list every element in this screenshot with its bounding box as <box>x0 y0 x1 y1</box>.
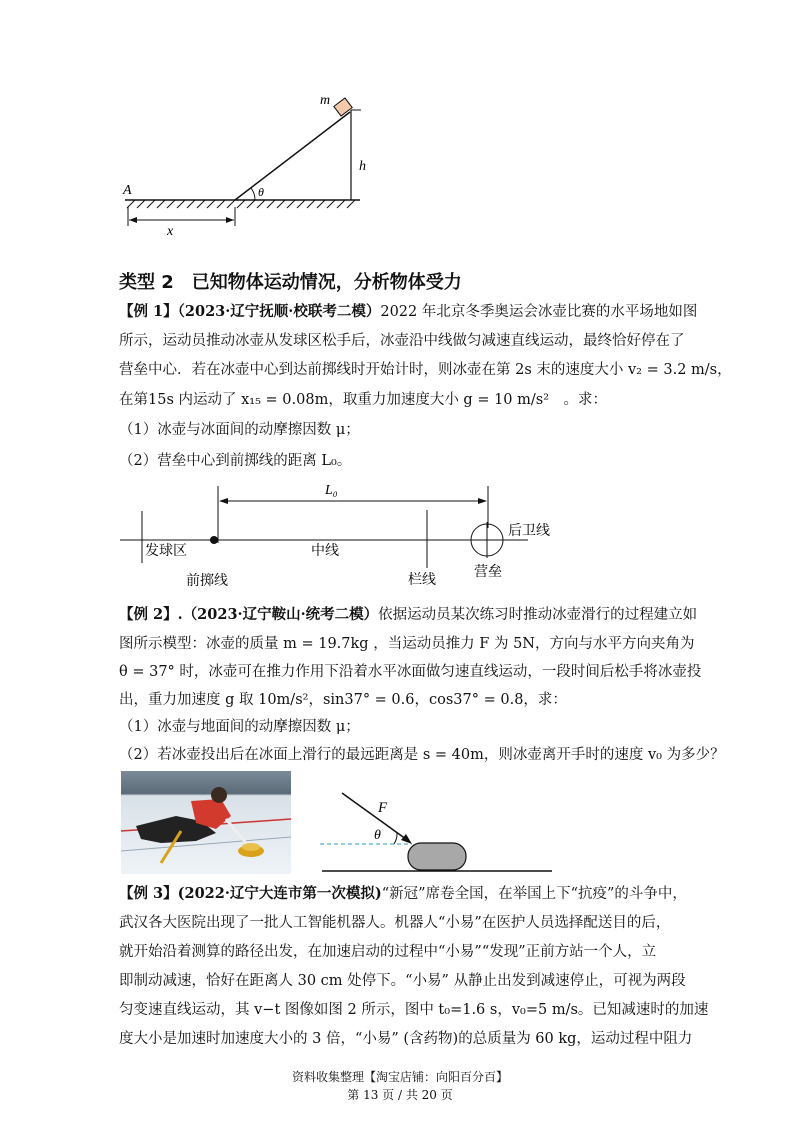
ex1-line2: 所示，运动员推动冰壶从发球区松手后，冰壶沿中线做匀减速直线运动，最终恰好停在了 <box>119 333 685 349</box>
label-A: A <box>123 183 132 198</box>
curling-photo <box>121 771 291 874</box>
section-heading: 类型 2 已知物体运动情况，分析物体受力 <box>119 272 462 293</box>
ex2-tag: 【例 2】. <box>119 606 183 623</box>
ex3-line2: 武汉各大医院出现了一批人工智能机器人。机器人“小易”在医护人员选择配送目的后， <box>119 915 671 931</box>
ex2-line4: 出，重力加速度 g 取 10m/s²，sin37° = 0.6，cos37° = 0.8，求： <box>119 692 567 708</box>
label-back-line: 后卫线 <box>508 524 550 539</box>
ex3-line6: 度大小是加速时加速度大小的 3 倍，“小易” (含药物)的总质量为 60 kg，运动过程中阻力 <box>119 1031 693 1047</box>
ex3-source: (2022·辽宁大连市第一次模拟) <box>177 885 382 902</box>
ex2-line2: 图所示模型：冰壶的质量 m = 19.7kg ，当运动员推力 F 为 5N，方向与水平方向夹角为 <box>119 636 695 652</box>
ex3-line3: 就开始沿着测算的路径出发，在加速启动的过程中“小易”“发现”正前方站一个人，立 <box>119 944 657 960</box>
ex1-line3: 营垒中心．若在冰壶中心到达前掷线时开始计时，则冰壶在第 2s 末的速度大小 v₂ = 3.2 m/s， <box>119 362 732 378</box>
label-hog-line: 前掷线 <box>186 574 228 589</box>
ex2-line3: θ = 37° 时，冰壶可在推力作用下沿着水平冰面做匀速直线运动，一段时间后松手将冰壶投 <box>119 664 702 680</box>
label-x: x <box>167 224 174 239</box>
label-F: F <box>378 800 388 816</box>
incline-figure <box>115 90 375 240</box>
label-h: h <box>359 159 366 174</box>
incline-surface <box>235 112 350 200</box>
ex3-line5: 匀变速直线运动，其 v−t 图像如图 2 所示，图中 t₀=1.6 s，v₀=5 m/s。已知减速时的加速 <box>119 1002 709 1018</box>
curling-sheet-figure <box>118 478 568 593</box>
ex1-question2: （2）营垒中心到前掷线的距离 L₀。 <box>119 453 352 469</box>
ex2-source: （2023·辽宁鞍山·统考二模） <box>182 606 379 623</box>
curling-stone <box>408 843 466 870</box>
ex3-line4: 即制动减速，恰好在距离人 30 cm 处停下。“小易” 从静止出发到减速停止，可视为两段 <box>119 973 686 989</box>
label-bar-line: 栏线 <box>408 573 436 588</box>
ex1-line4: 在第15s 内运动了 x₁₅ = 0.08m，取重力加速度大小 g = 10 m/s² 。求： <box>119 392 608 408</box>
ex2-line1: 【例 2】.（2023·辽宁鞍山·统考二模）依据运动员某次练习时推动冰壶滑行的过程建立如 <box>119 606 698 623</box>
label-house: 营垒 <box>474 565 502 580</box>
label-theta: θ <box>258 185 264 199</box>
ex3-tag: 【例 3】 <box>119 885 178 902</box>
ex1-tag: 【例 1】 <box>119 303 178 320</box>
ex1-line1: 【例 1】（2023·辽宁抚顺·校联考二模）2022 年北京冬季奥运会冰壶比赛的水平场地如图 <box>119 303 698 320</box>
ex1-source: （2023·辽宁抚顺·校联考二模） <box>177 303 381 320</box>
ex2-question2: （2）若冰壶投出后在冰面上滑行的最远距离是 s = 40m，则冰壶离开手时的速度 v₀ 为多少？ <box>119 747 725 763</box>
label-m: m <box>320 93 331 108</box>
footer-page-number: 第 13 页 / 共 20 页 <box>347 1088 453 1102</box>
ex3-line1: 【例 3】(2022·辽宁大连市第一次模拟)“新冠”席卷全国，在举国上下“抗疫”的斗争中， <box>119 885 687 902</box>
ex2-question1: （1）冰壶与地面间的动摩擦因数 μ； <box>119 719 360 735</box>
footer-source: 资料收集整理【淘宝店铺：向阳百分百】 <box>291 1070 508 1084</box>
label-midline: 中线 <box>311 544 339 559</box>
label-theta-2: θ <box>374 828 381 843</box>
label-zone: 发球区 <box>145 544 187 559</box>
curling-athlete-illustration <box>121 771 291 874</box>
label-L0: L₀ <box>325 483 338 498</box>
ex1-question1: （1）冰壶与冰面间的动摩擦因数 μ； <box>119 422 360 438</box>
hog-line-dot <box>210 536 218 544</box>
force-diagram <box>312 790 562 875</box>
